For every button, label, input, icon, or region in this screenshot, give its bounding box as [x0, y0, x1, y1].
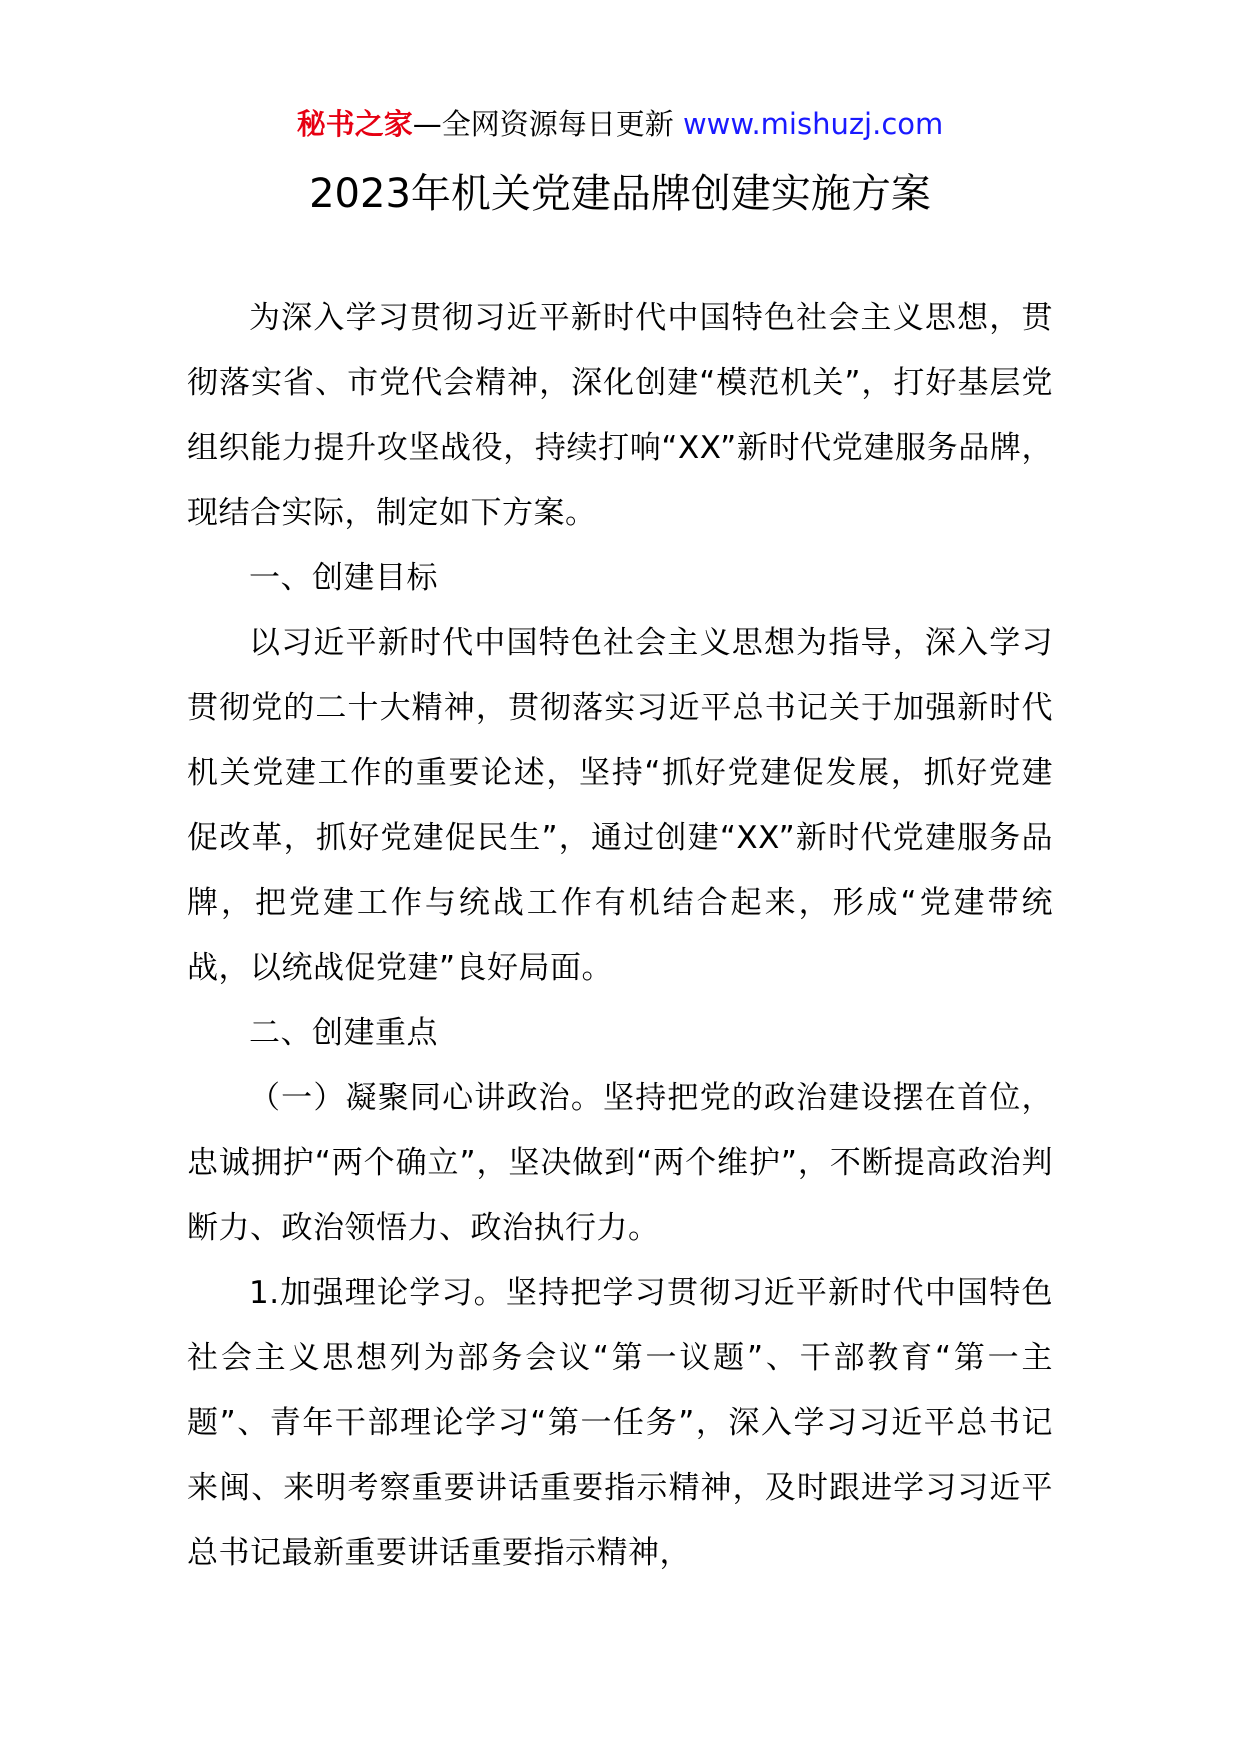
- site-url-link[interactable]: www.mishuzj.com: [682, 107, 944, 141]
- header-banner: [0, 104, 1240, 144]
- goals-paragraph: 以习近平新时代中国特色社会主义思想为指导，深入学习贯彻党的二十大精神，贯彻落实习近平总书记关于加强新时代机关党建工作的重要论述，坚持“抓好党建促发展，抓好党建促改革，抓好党建促民生”，通过创建“XX”新时代党建服务品牌，把党建工作与统战工作有机结合起来，形成“党建带统战，以统战促党建”良好局面。: [187, 625, 1053, 986]
- section-heading-focus: 二、创建重点: [249, 1015, 438, 1051]
- brand-name: 秘书之家: [296, 107, 413, 141]
- focus-item-politics: （一）凝聚同心讲政治。坚持把党的政治建设摆在首位，忠诚拥护“两个确立”，坚决做到“两个维护”，不断提高政治判断力、政治领悟力、政治执行力。: [187, 1080, 1053, 1246]
- intro-paragraph: 为深入学习贯彻习近平新时代中国特色社会主义思想，贯彻落实省、市党代会精神，深化创建“模范机关”，打好基层党组织能力提升攻坚战役，持续打响“XX”新时代党建服务品牌，现结合实际，制定如下方案。: [187, 300, 1053, 531]
- document-title: 2023年机关党建品牌创建实施方案: [309, 171, 931, 217]
- header-tagline: —全网资源每日更新: [412, 107, 674, 141]
- document-body: [187, 286, 1053, 1586]
- focus-subitem-theory-study: 1.加强理论学习。坚持把学习贯彻习近平新时代中国特色社会主义思想列为部务会议“第一议题”、干部教育“第一主题”、青年干部理论学习“第一任务”，深入学习习近平总书记来闽、来明考察重要讲话重要指示精神，及时跟进学习习近平总书记最新重要讲话重要指示精神，: [187, 1275, 1053, 1571]
- section-heading-goals: 一、创建目标: [249, 560, 438, 596]
